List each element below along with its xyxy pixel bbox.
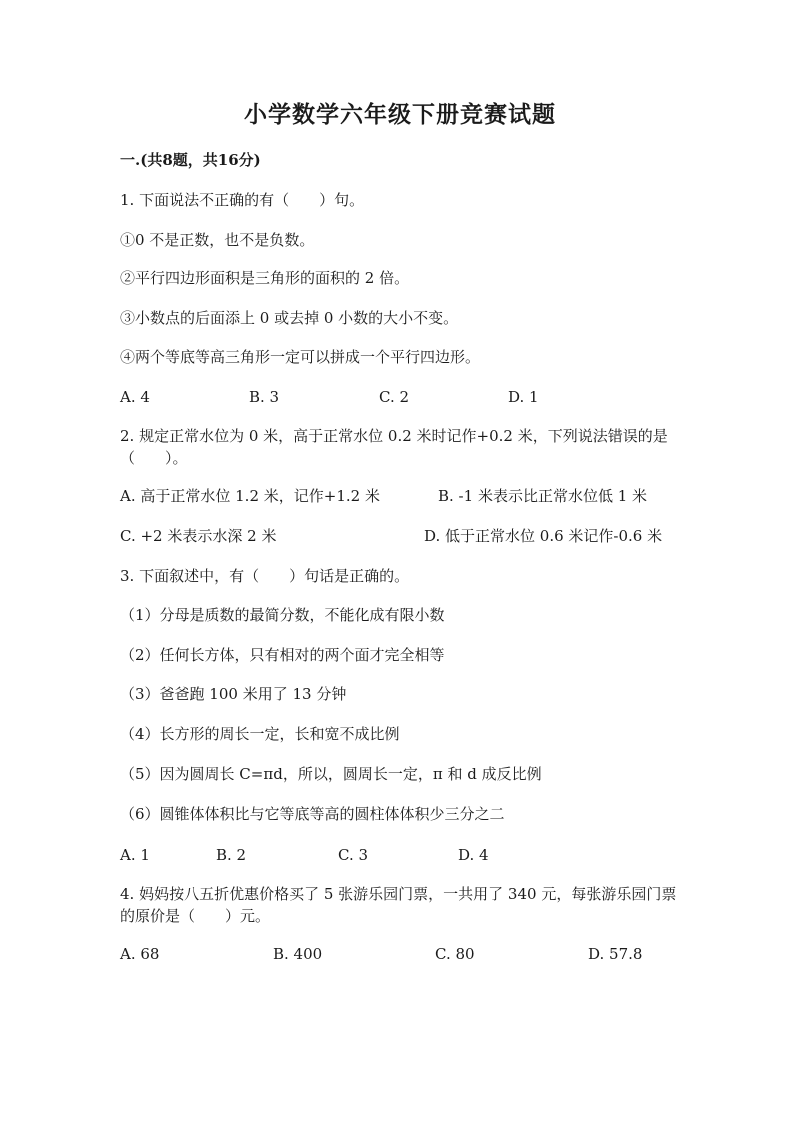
question-2-option-d: D. 低于正常水位 0.6 米记作-0.6 米: [424, 527, 663, 545]
question-3-option-c: C. 3: [338, 846, 369, 864]
question-3-statement-2: （2）任何长方体，只有相对的两个面才完全相等: [120, 646, 445, 664]
question-1-option-b: B. 3: [249, 388, 280, 406]
question-1-stem: 1. 下面说法不正确的有（ ）句。: [120, 191, 365, 209]
question-4-option-a: A. 68: [120, 945, 160, 963]
question-2-option-b: B. -1 米表示比正常水位低 1 米: [438, 487, 648, 505]
question-3-option-a: A. 1: [120, 846, 150, 864]
question-1-statement-1: ①0 不是正数，也不是负数。: [120, 231, 315, 249]
question-1-statement-2: ②平行四边形面积是三角形的面积的 2 倍。: [120, 269, 410, 287]
question-3-statement-4: （4）长方形的周长一定，长和宽不成比例: [120, 725, 400, 743]
question-3-statement-6: （6）圆锥体体积比与它等底等高的圆柱体体积少三分之二: [120, 805, 505, 823]
section-heading: 一.(共8题，共16分): [120, 151, 261, 169]
question-3-stem: 3. 下面叙述中，有（ ）句话是正确的。: [120, 567, 410, 585]
question-1-statement-3: ③小数点的后面添上 0 或去掉 0 小数的大小不变。: [120, 309, 459, 327]
question-3-option-b: B. 2: [216, 846, 247, 864]
question-3-statement-3: （3）爸爸跑 100 米用了 13 分钟: [120, 685, 347, 703]
question-1-option-a: A. 4: [120, 388, 150, 406]
question-4-option-c: C. 80: [435, 945, 475, 963]
question-1-option-d: D. 1: [508, 388, 539, 406]
question-1-option-c: C. 2: [379, 388, 410, 406]
question-4-stem: 4. 妈妈按八五折优惠价格买了 5 张游乐园门票，一共用了 340 元，每张游乐园门票的原价是（ ）元。: [120, 885, 677, 925]
question-3-statement-1: （1）分母是质数的最简分数，不能化成有限小数: [120, 606, 445, 624]
question-4-option-d: D. 57.8: [588, 945, 643, 963]
question-2-option-a: A. 高于正常水位 1.2 米，记作+1.2 米: [120, 487, 380, 505]
question-2-stem: 2. 规定正常水位为 0 米，高于正常水位 0.2 米时记作+0.2 米，下列说法错误的是（ ）。: [120, 427, 668, 467]
question-3-statement-5: （5）因为圆周长 C=πd，所以，圆周长一定，π 和 d 成反比例: [120, 765, 542, 783]
question-3-option-d: D. 4: [458, 846, 489, 864]
question-4-option-b: B. 400: [273, 945, 323, 963]
page-title: 小学数学六年级下册竞赛试题: [244, 101, 556, 128]
question-2-option-c: C. +2 米表示水深 2 米: [120, 527, 277, 545]
question-1-statement-4: ④两个等底等高三角形一定可以拼成一个平行四边形。: [120, 348, 481, 366]
